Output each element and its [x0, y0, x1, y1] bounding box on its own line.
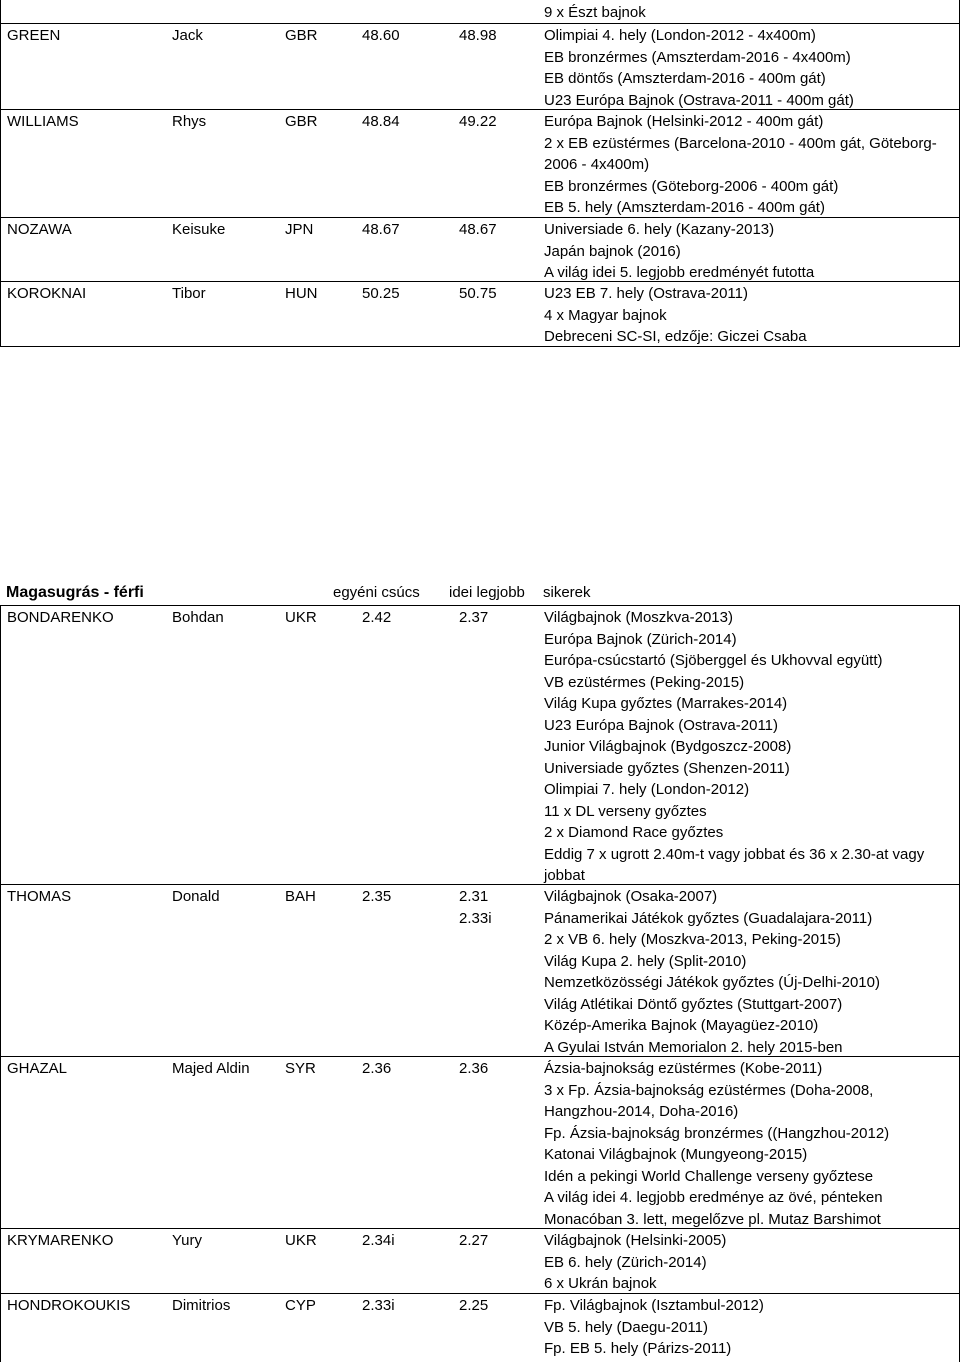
- personal-best: 2.34i: [362, 1232, 395, 1249]
- table-row: [1, 23, 959, 109]
- achievement: EB 6. hely (Zürich-2014): [544, 1253, 707, 1271]
- achievement: Európa Bajnok (Zürich-2014): [544, 630, 737, 648]
- achievement: Fp. Világbajnok (Isztambul-2012): [544, 1297, 764, 1314]
- personal-best: 2.35: [362, 888, 392, 905]
- achievements: [544, 607, 959, 887]
- achievement: A Gyulai István Memorialon 2. hely 2015-ben: [544, 1038, 843, 1056]
- athlete-first-name: Yury: [172, 1232, 203, 1249]
- column-header-achievements: sikerek: [543, 584, 591, 601]
- achievement: Eddig 7 x ugrott 2.40m-t vagy jobbat és 36 x 2.30-at vagy jobbat: [544, 845, 925, 884]
- table-row: [1, 1293, 959, 1357]
- personal-best: 50.25: [362, 285, 400, 302]
- achievements: [544, 25, 959, 111]
- achievement: A világ idei 4. legjobb eredménye az övé, pénteken Monacóban 3. lett, megelőzve pl. Mutaz Barshimot: [544, 1189, 883, 1228]
- achievements: [544, 886, 959, 1058]
- achievement: Világbajnok (Moszkva-2013): [544, 609, 733, 626]
- achievement: Olimpiai 7. hely (London-2012): [544, 781, 750, 798]
- athlete-nationality: GBR: [285, 113, 318, 130]
- achievement: 2 x Diamond Race győztes: [544, 824, 724, 841]
- achievement: Debreceni SC-SI, edzője: Giczei Csaba: [544, 328, 807, 345]
- achievement: 4 x Magyar bajnok: [544, 306, 667, 324]
- athlete-nationality: CYP: [285, 1297, 316, 1314]
- season-best: 2.25: [459, 1297, 489, 1314]
- athlete-nationality: GBR: [285, 27, 318, 44]
- achievement: 2 x EB ezüstérmes (Barcelona-2010 - 400m gát, Göteborg-2006 - 4x400m): [544, 134, 937, 173]
- achievement: EB bronzérmes (Göteborg-2006 - 400m gát): [544, 177, 839, 195]
- achievement: Ázsia-bajnokság ezüstérmes (Kobe-2011): [544, 1060, 823, 1077]
- season-best: 50.75: [459, 285, 497, 302]
- athlete-last-name: KOROKNAI: [7, 285, 87, 302]
- achievement: Fp. EB 5. hely (Párizs-2011): [544, 1340, 732, 1357]
- achievements: [544, 111, 959, 219]
- season-best: 2.36: [459, 1060, 489, 1077]
- athlete-first-name: Bohdan: [172, 609, 224, 626]
- athlete-last-name: NOZAWA: [7, 221, 72, 238]
- personal-best: 2.33i: [362, 1297, 395, 1314]
- achievement: Világbajnok (Osaka-2007): [544, 888, 718, 905]
- achievement: U23 EB 7. hely (Ostrava-2011): [544, 285, 748, 302]
- athlete-nationality: UKR: [285, 609, 317, 626]
- personal-best: 2.36: [362, 1060, 392, 1077]
- athlete-nationality: SYR: [285, 1060, 316, 1077]
- achievement: EB 5. hely (Amszterdam-2016 - 400m gát): [544, 199, 825, 216]
- athlete-nationality: UKR: [285, 1232, 317, 1249]
- athlete-first-name: Jack: [172, 27, 203, 44]
- table-row: [1, 1228, 959, 1292]
- season-best: 49.22: [459, 113, 497, 130]
- athlete-last-name: WILLIAMS: [7, 113, 79, 130]
- achievements: [544, 1230, 959, 1295]
- achievement: 3 x Fp. Ázsia-bajnokság ezüstérmes (Doha-2008, Hangzhou-2014, Doha-2016): [544, 1081, 874, 1120]
- table-row: [1, 281, 959, 345]
- achievements: [544, 1295, 959, 1360]
- athlete-nationality: BAH: [285, 888, 316, 905]
- athlete-first-name: Donald: [172, 888, 220, 905]
- athlete-nationality: HUN: [285, 285, 318, 302]
- achievements: [544, 283, 959, 348]
- personal-best: 2.42: [362, 609, 392, 626]
- achievement: Katonai Világbajnok (Mungyeong-2015): [544, 1146, 808, 1163]
- athlete-last-name: GREEN: [7, 27, 61, 44]
- achievement: Közép-Amerika Bajnok (Mayagüez-2010): [544, 1017, 819, 1034]
- column-header-personal-best: egyéni csúcs: [333, 584, 420, 601]
- continuation-achievements: [544, 2, 959, 24]
- season-best: 2.27: [459, 1232, 489, 1249]
- season-best: 48.98: [459, 27, 497, 44]
- personal-best: 48.60: [362, 27, 400, 44]
- achievement: VB ezüstérmes (Peking-2015): [544, 673, 745, 691]
- athlete-last-name: BONDARENKO: [7, 609, 114, 626]
- achievement: Junior Világbajnok (Bydgoszcz-2008): [544, 738, 792, 755]
- season-best: 48.67: [459, 221, 497, 238]
- personal-best: 48.84: [362, 113, 400, 130]
- achievement: U23 Európa Bajnok (Ostrava-2011 - 400m gát): [544, 91, 854, 109]
- achievement: Universiade 6. hely (Kazany-2013): [544, 221, 775, 238]
- athlete-first-name: Rhys: [172, 113, 207, 130]
- personal-best: 48.67: [362, 221, 400, 238]
- achievement: EB bronzérmes (Amszterdam-2016 - 4x400m): [544, 48, 851, 66]
- athlete-last-name: THOMAS: [7, 888, 72, 905]
- table-row: [1, 1056, 959, 1228]
- achievement: Világ Kupa 2. hely (Split-2010): [544, 952, 747, 970]
- section-title: Magasugrás - férfi: [6, 584, 144, 601]
- athlete-first-name: Tibor: [172, 285, 206, 302]
- achievement: Nemzetközösségi Játékok győztes (Új-Delhi-2010): [544, 974, 880, 991]
- athlete-last-name: KRYMARENKO: [7, 1232, 114, 1249]
- top-results-table: [0, 0, 960, 347]
- achievement: A világ idei 5. legjobb eredményét futotta: [544, 264, 815, 281]
- achievement: Japán bajnok (2016): [544, 242, 681, 260]
- achievement: Európa Bajnok (Helsinki-2012 - 400m gát): [544, 113, 824, 130]
- achievement: Pánamerikai Játékok győztes (Guadalajara-2011): [544, 909, 873, 927]
- achievement: 9 x Észt bajnok: [544, 4, 646, 21]
- achievement: Universiade győztes (Shenzen-2011): [544, 759, 790, 777]
- athlete-last-name: GHAZAL: [7, 1060, 68, 1077]
- athlete-first-name: Dimitrios: [172, 1297, 231, 1314]
- athlete-nationality: JPN: [285, 221, 314, 238]
- athlete-first-name: Keisuke: [172, 221, 226, 238]
- achievements: [544, 1058, 904, 1230]
- column-header-season-best: idei legjobb: [449, 584, 525, 601]
- table-row: [1, 884, 959, 1056]
- high-jump-table: [0, 605, 960, 1362]
- achievements: [544, 219, 959, 284]
- achievement: 2 x VB 6. hely (Moszkva-2013, Peking-2015): [544, 931, 841, 948]
- season-best: 2.31: [459, 888, 489, 905]
- athlete-last-name: HONDROKOUKIS: [7, 1297, 131, 1314]
- achievement: Világbajnok (Helsinki-2005): [544, 1232, 727, 1249]
- achievement: Világ Kupa győztes (Marrakes-2014): [544, 695, 788, 712]
- achievement: EB döntős (Amszterdam-2016 - 400m gát): [544, 70, 826, 87]
- achievement: 11 x DL verseny győztes: [544, 802, 707, 820]
- achievement: Fp. Ázsia-bajnokság bronzérmes ((Hangzhou-2012): [544, 1124, 890, 1142]
- achievement: Olimpiai 4. hely (London-2012 - 4x400m): [544, 27, 816, 44]
- achievement: Idén a pekingi World Challenge verseny győztese: [544, 1167, 874, 1185]
- season-best-indoor: 2.33i: [459, 909, 492, 927]
- achievement: 6 x Ukrán bajnok: [544, 1275, 657, 1292]
- season-best: 2.37: [459, 609, 489, 626]
- athlete-first-name: Majed Aldin: [172, 1060, 250, 1077]
- achievement: Európa-csúcstartó (Sjöberggel és Ukhovval együtt): [544, 652, 883, 669]
- achievement: VB 5. hely (Daegu-2011): [544, 1318, 708, 1336]
- achievement: Világ Atlétikai Döntő győztes (Stuttgart-2007): [544, 995, 843, 1013]
- table-row: [1, 109, 959, 216]
- table-row: [1, 217, 959, 281]
- achievement: U23 Európa Bajnok (Ostrava-2011): [544, 716, 779, 734]
